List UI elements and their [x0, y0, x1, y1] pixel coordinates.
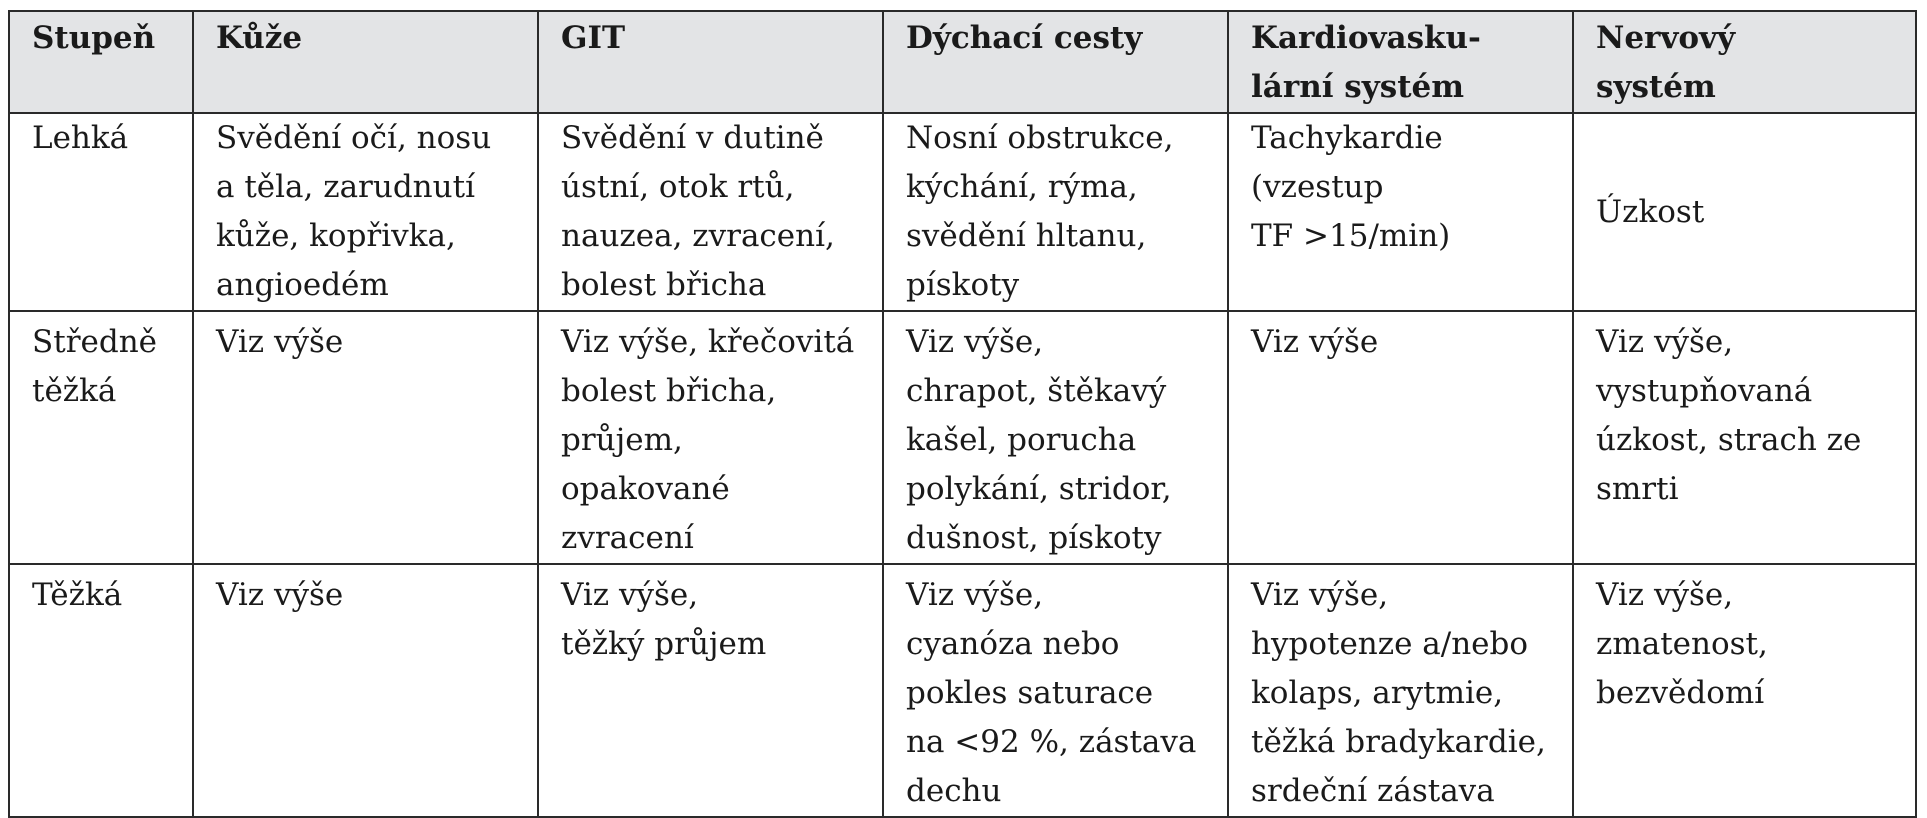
- table-header-row: [9, 11, 1916, 113]
- table-row: [9, 113, 1916, 311]
- cell-cardiovascular: Viz výše: [1228, 311, 1573, 564]
- cell-nervous: Viz výše, zmatenost, bezvědomí: [1573, 564, 1916, 817]
- cell-nervous: Viz výše, vystupňovaná úzkost, strach ze smrti: [1573, 311, 1916, 564]
- cell-grade: Těžká: [9, 564, 193, 817]
- cell-grade: Středně těžká: [9, 311, 193, 564]
- cell-cardiovascular: Viz výše, hypotenze a/nebo kolaps, arytmie, těžká bradykardie, srdeční zástava: [1228, 564, 1573, 817]
- cell-cardiovascular: Tachykardie (vzestup TF >15/min): [1228, 113, 1573, 311]
- table-row: [9, 564, 1916, 817]
- cell-skin: Viz výše: [193, 311, 538, 564]
- header-grade: Stupeň: [9, 11, 193, 113]
- header-airways: Dýchací cesty: [883, 11, 1228, 113]
- cell-airways: Viz výše, chrapot, štěkavý kašel, porucha polykání, stridor, dušnost, pískoty: [883, 311, 1228, 564]
- symptom-grade-table-container: [8, 10, 1917, 818]
- header-cardiovascular: Kardiovasku- lární systém: [1228, 11, 1573, 113]
- header-skin: Kůže: [193, 11, 538, 113]
- table-row: [9, 311, 1916, 564]
- cell-git: Viz výše, křečovitá bolest břicha, průjem, opakované zvracení: [538, 311, 883, 564]
- header-nervous: Nervový systém: [1573, 11, 1916, 113]
- cell-nervous: Úzkost: [1573, 113, 1916, 311]
- cell-airways: Nosní obstrukce, kýchání, rýma, svědění hltanu, pískoty: [883, 113, 1228, 311]
- cell-skin: Viz výše: [193, 564, 538, 817]
- cell-git: Svědění v dutině ústní, otok rtů, nauzea, zvracení, bolest břicha: [538, 113, 883, 311]
- header-git: GIT: [538, 11, 883, 113]
- cell-grade: Lehká: [9, 113, 193, 311]
- symptom-grade-table: [8, 10, 1917, 818]
- cell-airways: Viz výše, cyanóza nebo pokles saturace na <92 %, zástava dechu: [883, 564, 1228, 817]
- cell-git: Viz výše, těžký průjem: [538, 564, 883, 817]
- cell-skin: Svědění očí, nosu a těla, zarudnutí kůže, kopřivka, angioedém: [193, 113, 538, 311]
